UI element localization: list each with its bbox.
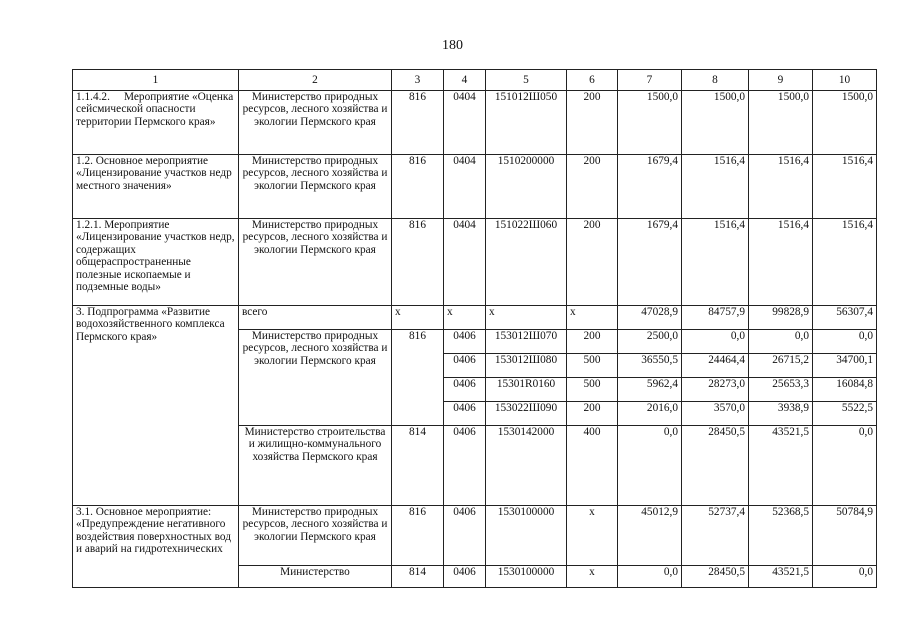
cell-target-code: 153012Ш080 (486, 354, 567, 378)
header-cell: 3 (392, 70, 444, 91)
cell-value: 84757,9 (682, 306, 749, 330)
cell-value: 52737,4 (682, 506, 749, 566)
cell-value: 26715,2 (749, 354, 813, 378)
cell-value: 0,0 (682, 330, 749, 354)
header-cell: 9 (749, 70, 813, 91)
cell-value: 0,0 (618, 566, 682, 588)
cell-section-code: 0406 (444, 330, 486, 354)
cell-expense-type: x (567, 566, 618, 588)
table-row (73, 506, 877, 566)
cell-section-code: 0406 (444, 426, 486, 506)
cell-target-code: 1530100000 (486, 566, 567, 588)
cell-section-code: 0406 (444, 354, 486, 378)
cell-expense-type: 200 (567, 330, 618, 354)
cell-value: 5522,5 (813, 402, 877, 426)
cell-value: 1500,0 (682, 91, 749, 155)
cell-section-code: 0404 (444, 91, 486, 155)
table-row (73, 91, 877, 155)
cell-value: 1679,4 (618, 155, 682, 219)
cell-section-code: 0406 (444, 506, 486, 566)
cell-value: 2016,0 (618, 402, 682, 426)
cell-expense-type: 200 (567, 402, 618, 426)
header-cell: 8 (682, 70, 749, 91)
budget-table (72, 69, 877, 588)
cell-section-code: 0404 (444, 219, 486, 306)
cell-expense-type: 200 (567, 91, 618, 155)
cell-value: 1516,4 (813, 219, 877, 306)
header-cell: 6 (567, 70, 618, 91)
cell-expense-type: 500 (567, 354, 618, 378)
cell-target-code: 151022Ш060 (486, 219, 567, 306)
cell-value: 0,0 (813, 426, 877, 506)
header-cell: 7 (618, 70, 682, 91)
responsible-org: Министерство природных ресурсов, лесного хозяйства и экологии Пермского края (239, 506, 392, 566)
header-cell: 5 (486, 70, 567, 91)
header-cell: 1 (73, 70, 239, 91)
header-row (73, 70, 877, 91)
cell-value: 0,0 (813, 566, 877, 588)
cell-value: 28273,0 (682, 378, 749, 402)
cell-value: 1500,0 (813, 91, 877, 155)
cell-admin-code: 814 (392, 566, 444, 588)
cell-value: 16084,8 (813, 378, 877, 402)
cell-target-code: 153012Ш070 (486, 330, 567, 354)
cell-value: 3938,9 (749, 402, 813, 426)
cell-admin-code: 816 (392, 330, 444, 426)
responsible-org: Министерство природных ресурсов, лесного хозяйства и экологии Пермского края (239, 155, 392, 219)
cell-target-code: 1530100000 (486, 506, 567, 566)
cell-value: 3570,0 (682, 402, 749, 426)
responsible-org: Министерство (239, 566, 392, 588)
cell-expense-type: 400 (567, 426, 618, 506)
cell-value: 1516,4 (749, 219, 813, 306)
cell-value: 43521,5 (749, 566, 813, 588)
cell-expense-type: 200 (567, 219, 618, 306)
header-cell: 4 (444, 70, 486, 91)
cell-target-code: 153022Ш090 (486, 402, 567, 426)
cell-value: 1516,4 (749, 155, 813, 219)
cell-admin-code: x (392, 306, 444, 330)
cell-admin-code: 816 (392, 219, 444, 306)
cell-admin-code: 816 (392, 506, 444, 566)
cell-target-code: x (486, 306, 567, 330)
cell-value: 52368,5 (749, 506, 813, 566)
cell-value: 28450,5 (682, 426, 749, 506)
cell-section-code: 0406 (444, 566, 486, 588)
cell-value: 0,0 (618, 426, 682, 506)
cell-value: 50784,9 (813, 506, 877, 566)
cell-value: 24464,4 (682, 354, 749, 378)
cell-value: 1500,0 (618, 91, 682, 155)
cell-admin-code: 814 (392, 426, 444, 506)
cell-section-code: 0404 (444, 155, 486, 219)
cell-value: 47028,9 (618, 306, 682, 330)
cell-target-code: 1530142000 (486, 426, 567, 506)
responsible-org: Министерство природных ресурсов, лесного хозяйства и экологии Пермского края (239, 330, 392, 426)
measure-name: 1.2. Основное мероприятие «Лицензирование участков недр местного значения» (73, 155, 239, 219)
cell-admin-code: 816 (392, 155, 444, 219)
cell-expense-type: 200 (567, 155, 618, 219)
cell-section-code: x (444, 306, 486, 330)
cell-value: 56307,4 (813, 306, 877, 330)
cell-value: 1516,4 (682, 219, 749, 306)
cell-target-code: 151012Ш050 (486, 91, 567, 155)
responsible-org: Министерство природных ресурсов, лесного хозяйства и экологии Пермского края (239, 219, 392, 306)
cell-expense-type: x (567, 306, 618, 330)
cell-expense-type: x (567, 506, 618, 566)
cell-value: 34700,1 (813, 354, 877, 378)
cell-admin-code: 816 (392, 91, 444, 155)
cell-value: 1679,4 (618, 219, 682, 306)
cell-target-code: 1510200000 (486, 155, 567, 219)
table-row (73, 219, 877, 306)
cell-value: 1500,0 (749, 91, 813, 155)
page-number: 180 (442, 38, 463, 53)
measure-name: 1.2.1. Мероприятие «Лицензирование участков недр, содержащих общераспространенные полезные ископаемые и подземные воды» (73, 219, 239, 306)
cell-value: 25653,3 (749, 378, 813, 402)
cell-value: 0,0 (749, 330, 813, 354)
responsible-org: всего (239, 306, 392, 330)
measure-name: 3. Подпрограмма «Развитие водохозяйственного комплекса Пермского края» (73, 306, 239, 506)
cell-value: 28450,5 (682, 566, 749, 588)
table-row (73, 306, 877, 330)
cell-section-code: 0406 (444, 378, 486, 402)
cell-value: 36550,5 (618, 354, 682, 378)
cell-section-code: 0406 (444, 402, 486, 426)
cell-value: 0,0 (813, 330, 877, 354)
header-cell: 2 (239, 70, 392, 91)
cell-value: 1516,4 (813, 155, 877, 219)
cell-value: 99828,9 (749, 306, 813, 330)
cell-value: 1516,4 (682, 155, 749, 219)
measure-name: 3.1. Основное мероприятие: «Предупреждение негативного воздействия поверхностных вод и аварий на гидротехнических (73, 506, 239, 588)
responsible-org: Министерство природных ресурсов, лесного хозяйства и экологии Пермского края (239, 91, 392, 155)
cell-value: 5962,4 (618, 378, 682, 402)
responsible-org: Министерство строительства и жилищно-коммунального хозяйства Пермского края (239, 426, 392, 506)
cell-target-code: 15301R0160 (486, 378, 567, 402)
cell-value: 2500,0 (618, 330, 682, 354)
cell-expense-type: 500 (567, 378, 618, 402)
cell-value: 45012,9 (618, 506, 682, 566)
table-row (73, 155, 877, 219)
header-cell: 10 (813, 70, 877, 91)
measure-name: 1.1.4.2. Мероприятие «Оценка сейсмической опасности территории Пермского края» (73, 91, 239, 155)
cell-value: 43521,5 (749, 426, 813, 506)
